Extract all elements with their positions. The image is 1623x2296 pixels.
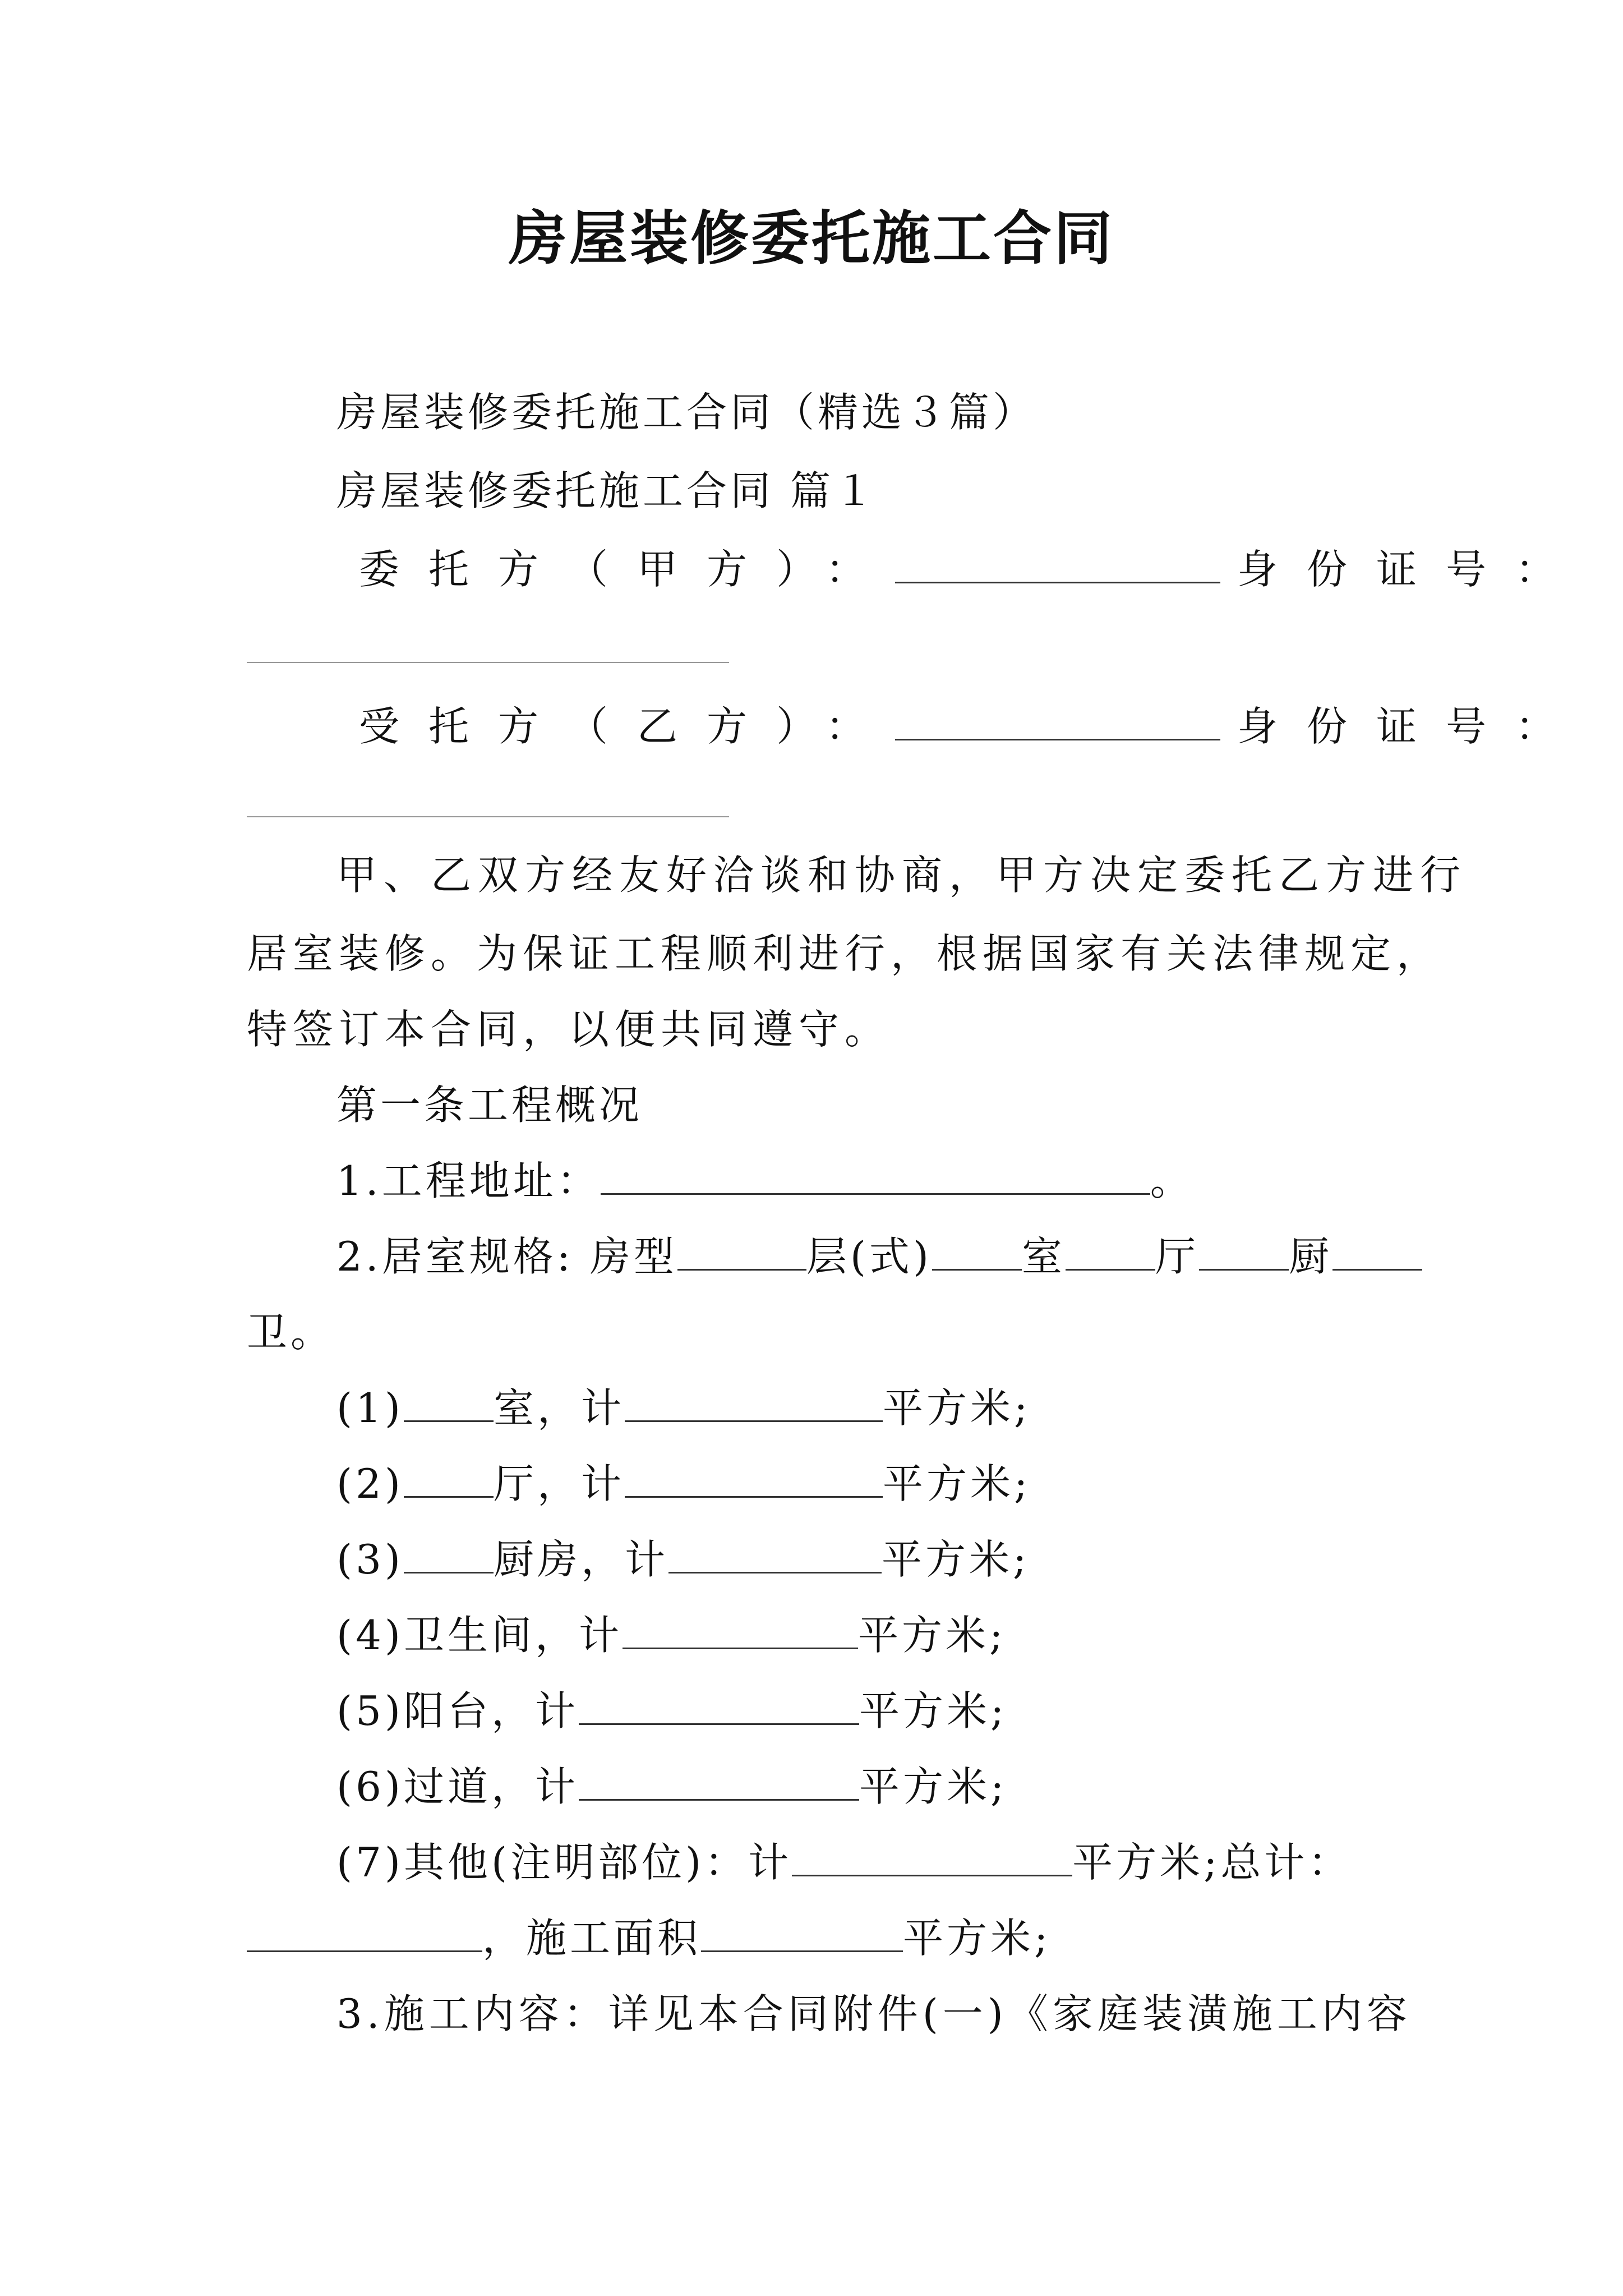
sub-3-num: (3) xyxy=(336,1536,404,1583)
sub-4-unit: 平方米; xyxy=(858,1612,1007,1659)
sub-item-1 xyxy=(336,1377,1031,1439)
sub-5-area-blank xyxy=(579,1684,859,1725)
party-a-label: 委托方（甲方）： xyxy=(359,546,896,593)
sub-5-label: (5)阳台，计 xyxy=(336,1687,579,1734)
sub-4-label: (4)卫生间，计 xyxy=(336,1612,623,1659)
sub-3-unit: 平方米; xyxy=(882,1536,1030,1583)
construction-area-unit: 平方米; xyxy=(903,1915,1052,1962)
sub-item-3 xyxy=(336,1529,1030,1590)
sub-1-num: (1) xyxy=(336,1384,404,1432)
item-1-row xyxy=(336,1150,1194,1212)
sub-6-unit: 平方米; xyxy=(859,1763,1008,1810)
sub-2-unit: 平方米; xyxy=(883,1460,1031,1507)
party-a-id-blank xyxy=(247,662,729,663)
sub-item-7-cont xyxy=(247,1907,1051,1969)
house-type-blank xyxy=(677,1230,806,1271)
construction-area-label: ，施工面积 xyxy=(482,1915,702,1962)
party-b-label: 受托方（乙方）： xyxy=(359,703,896,750)
item-1-end: 。 xyxy=(1150,1157,1194,1204)
sub-1-label: 室，计 xyxy=(494,1384,625,1432)
address-blank xyxy=(601,1154,1150,1195)
sub-7-label: (7)其他(注明部位)：计 xyxy=(336,1839,792,1886)
document-title: 房屋装修委托施工合同 xyxy=(508,204,1114,273)
sub-1-unit: 平方米; xyxy=(883,1384,1031,1432)
sub-4-area-blank xyxy=(623,1608,858,1649)
intro-line-1: 甲、乙双方经友好洽谈和协商，甲方决定委托乙方进行 xyxy=(336,852,1468,899)
item-2-bath: 卫。 xyxy=(247,1309,335,1356)
sub-7-area-blank xyxy=(792,1835,1072,1876)
subtitle: 房屋装修委托施工合同（精选３篇） xyxy=(336,389,1037,436)
item-2-hall: 厅 xyxy=(1155,1233,1200,1280)
item-2-row xyxy=(336,1226,1422,1287)
party-b-id-label: 身份证号： xyxy=(1237,703,1585,750)
sub-item-4 xyxy=(336,1604,1006,1666)
total-blank xyxy=(247,1911,482,1952)
sub-6-label: (6)过道，计 xyxy=(336,1763,579,1810)
sub-2-num: (2) xyxy=(336,1460,404,1507)
item-2-floor: 层(式) xyxy=(806,1233,933,1280)
party-a-row xyxy=(359,539,1585,600)
sub-5-unit: 平方米; xyxy=(859,1687,1008,1734)
sub-3-label: 厨房，计 xyxy=(494,1536,669,1583)
sub-item-6 xyxy=(336,1756,1007,1818)
sub-3-count-blank xyxy=(404,1533,494,1573)
part-heading: 房屋装修委托施工合同 篇１ xyxy=(336,467,878,514)
article-1-heading: 第一条工程概况 xyxy=(336,1082,643,1129)
sub-item-5 xyxy=(336,1680,1007,1742)
hall-blank xyxy=(1199,1230,1289,1271)
party-b-id-blank xyxy=(247,816,729,817)
room-blank xyxy=(1066,1230,1155,1271)
party-a-name-blank xyxy=(895,542,1220,583)
sub-6-area-blank xyxy=(579,1760,859,1801)
sub-item-2 xyxy=(336,1453,1031,1515)
sub-7-unit-total: 平方米;总计： xyxy=(1072,1839,1352,1886)
item-1-label: 1.工程地址： xyxy=(336,1157,601,1204)
party-b-row xyxy=(359,696,1585,757)
construction-area-blank xyxy=(701,1911,903,1952)
sub-3-area-blank xyxy=(668,1533,882,1573)
intro-line-3: 特签订本合同，以便共同遵守。 xyxy=(247,1006,891,1053)
sub-item-7 xyxy=(336,1832,1352,1893)
floor-blank xyxy=(932,1230,1022,1271)
sub-2-label: 厅，计 xyxy=(494,1460,625,1507)
sub-2-area-blank xyxy=(625,1457,883,1498)
item-2-kitchen: 厨 xyxy=(1289,1233,1333,1280)
sub-2-count-blank xyxy=(404,1457,494,1498)
intro-line-2: 居室装修。为保证工程顺利进行，根据国家有关法律规定， xyxy=(247,930,1443,977)
item-2-label: 2.居室规格: 房型 xyxy=(336,1233,677,1280)
item-2-room: 室 xyxy=(1022,1233,1066,1280)
sub-1-area-blank xyxy=(625,1381,883,1422)
item-3-text: 3.施工内容：详见本合同附件(一)《家庭装潢施工内容 xyxy=(336,1990,1412,2037)
party-b-name-blank xyxy=(895,700,1220,740)
party-a-id-label: 身份证号： xyxy=(1237,546,1585,593)
kitchen-blank xyxy=(1332,1230,1422,1271)
sub-1-count-blank xyxy=(404,1381,494,1422)
